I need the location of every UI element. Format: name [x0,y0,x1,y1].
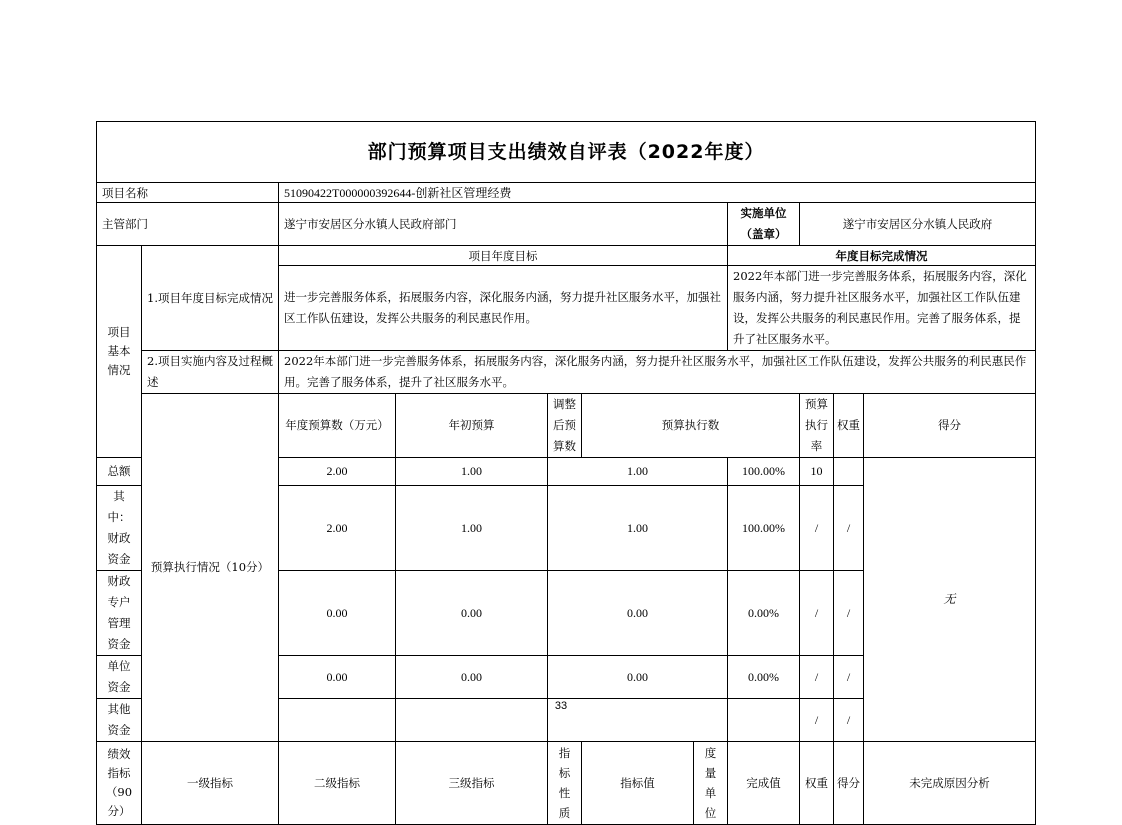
executed-budget-cell: 0.00 [548,656,728,699]
executed-budget-cell: 0.00 [548,571,728,656]
adjusted-budget-cell: 1.00 [396,486,548,571]
basic-header-row [97,246,1036,266]
budget-row-label: 总额 [97,458,142,486]
indicator-nature-header: 指标性质 [548,742,582,825]
performance-section-label: 绩效指标（90分） [97,742,142,825]
budget-row-label: 其中：财政资金 [97,486,142,571]
score-cell: / [834,699,864,742]
level2-indicator-header: 二级指标 [279,742,396,825]
implementation-label: 2.项目实施内容及过程概述 [142,351,279,394]
execution-rate-cell: 0.00% [728,571,800,656]
budget-weight-header: 权重 [834,394,864,458]
execution-rate-header: 预算执行率 [800,394,834,458]
initial-budget-cell: 0.00 [279,571,396,656]
executed-budget-header: 预算执行数 [582,394,800,458]
executed-budget-cell: 1.00 [548,486,728,571]
goal-completion-text: 2022年本部门进一步完善服务体系，拓展服务内容，深化服务内涵，努力提升社区服务水平，加强社区工作队伍建设，发挥公共服务的利民惠民作用。完善了服务体系，提升了社区服务水平。 [728,266,1036,351]
execution-rate-cell: 100.00% [728,458,800,486]
form-title: 部门预算项目支出绩效自评表（2022年度） [97,122,1036,183]
completed-value-header: 完成值 [728,742,800,825]
budget-row-label: 单位资金 [97,656,142,699]
indicator-value-header: 指标值 [582,742,694,825]
adjusted-budget-header: 调整后预算数 [548,394,582,458]
project-name-row [97,183,1036,203]
implementation-row [97,351,1036,394]
score-cell: / [834,656,864,699]
reason-cell: 无 [864,458,1036,742]
weight-cell: / [800,656,834,699]
weight-cell: / [800,486,834,571]
goal-completion-label: 1.项目年度目标完成情况 [142,246,279,351]
weight-cell: / [800,699,834,742]
budget-header-row [97,394,1036,458]
implementing-unit-label: 实施单位（盖章） [728,203,800,246]
project-name-label: 项目名称 [97,183,279,203]
perf-score-header: 得分 [834,742,864,825]
adjusted-budget-cell: 0.00 [396,656,548,699]
basic-section-label: 项目基本情况 [97,246,142,458]
initial-budget-cell: 2.00 [279,458,396,486]
goal-completion-header: 年度目标完成情况 [728,246,1036,266]
score-cell: / [834,571,864,656]
measure-unit-header: 度量单位 [694,742,728,825]
level3-indicator-header: 三级指标 [396,742,548,825]
department-row [97,203,1036,246]
level1-indicator-header: 一级指标 [142,742,279,825]
initial-budget-cell: 2.00 [279,486,396,571]
adjusted-budget-cell: 0.00 [396,571,548,656]
page-number: 33 [554,700,568,712]
budget-score-header: 得分 [864,394,1036,458]
execution-rate-cell: 0.00% [728,656,800,699]
budget-row-label: 财政专户管理资金 [97,571,142,656]
title-row [97,122,1036,183]
budget-category-header: 年度预算数（万元） [279,394,396,458]
implementing-unit-value: 遂宁市安居区分水镇人民政府 [800,203,1036,246]
department-label: 主管部门 [97,203,279,246]
project-name-value: 51090422T000000392644-创新社区管理经费 [279,183,1036,203]
weight-cell: / [800,571,834,656]
executed-budget-cell: 1.00 [548,458,728,486]
execution-rate-cell: 100.00% [728,486,800,571]
performance-header-row [97,742,1036,825]
evaluation-table [96,121,1036,825]
adjusted-budget-cell: 1.00 [396,458,548,486]
implementation-text: 2022年本部门进一步完善服务体系，拓展服务内容，深化服务内涵，努力提升社区服务水平，加强社区工作队伍建设，发挥公共服务的利民惠民作用。完善了服务体系，提升了社区服务水平。 [279,351,1036,394]
annual-goal-header: 项目年度目标 [279,246,728,266]
weight-cell: 10 [800,458,834,486]
department-value: 遂宁市安居区分水镇人民政府部门 [279,203,728,246]
score-cell: / [834,486,864,571]
budget-row-label: 其他资金 [97,699,142,742]
score-cell [834,458,864,486]
incomplete-analysis-header: 未完成原因分析 [864,742,1036,825]
perf-weight-header: 权重 [800,742,834,825]
initial-budget-cell: 0.00 [279,656,396,699]
initial-budget-header: 年初预算 [396,394,548,458]
budget-section-label: 预算执行情况（10分） [142,394,279,742]
annual-goal-text: 进一步完善服务体系，拓展服务内容，深化服务内涵，努力提升社区服务水平，加强社区工作队伍建设，发挥公共服务的利民惠民作用。 [279,266,728,351]
